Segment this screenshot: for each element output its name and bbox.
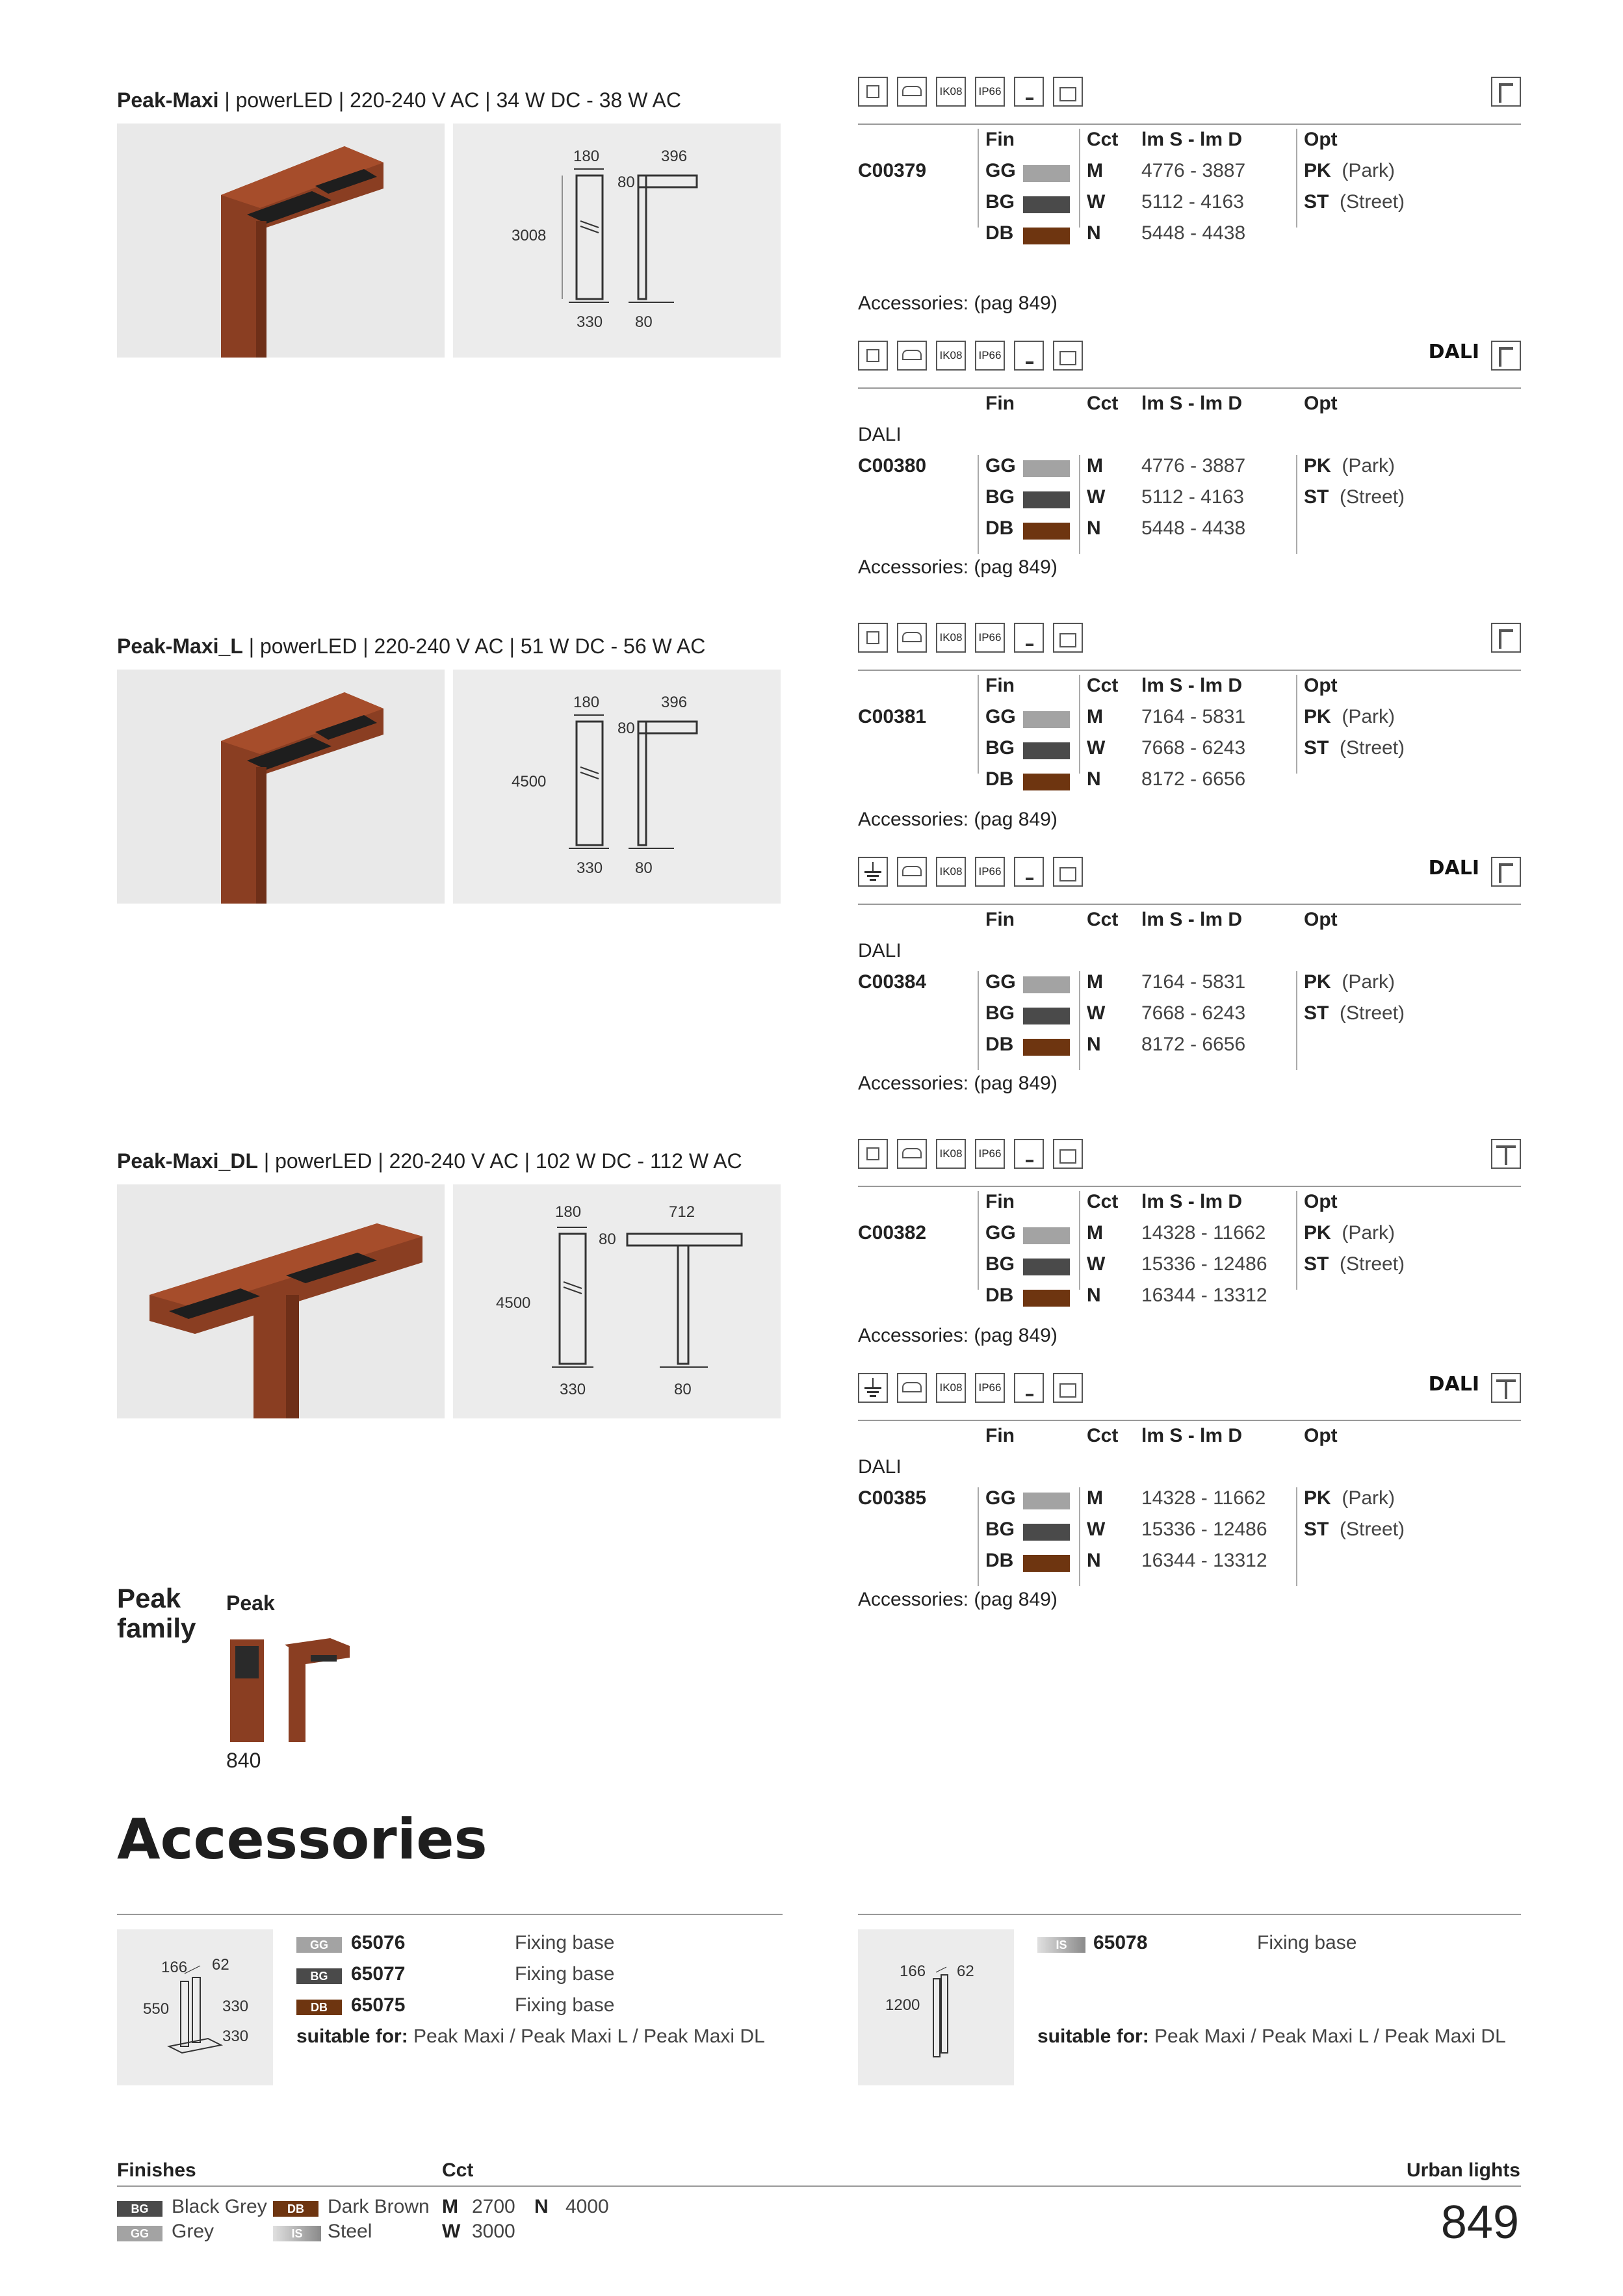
finish-badge: GG bbox=[296, 1937, 342, 1953]
swatch-gg bbox=[1023, 165, 1070, 182]
swatch-db bbox=[1023, 1039, 1070, 1056]
outdoor-house-icon bbox=[1053, 1373, 1083, 1403]
finish-code: GG bbox=[985, 971, 1016, 993]
dim-height: 3008 bbox=[512, 227, 547, 244]
lumen-value: 7668 - 6243 bbox=[1141, 1002, 1246, 1024]
class-ii-icon bbox=[858, 623, 888, 653]
icon-row bbox=[858, 77, 1521, 111]
cct-code: M bbox=[1087, 455, 1103, 476]
section-name: Urban lights bbox=[1406, 2159, 1520, 2181]
cct-code: M bbox=[1087, 971, 1103, 993]
lumen-value: 8172 - 6656 bbox=[1141, 768, 1246, 790]
lumen-value: 16344 - 13312 bbox=[1141, 1550, 1267, 1571]
product-title: Peak-Maxi | powerLED | 220-240 V AC | 34 W DC - 38 W AC bbox=[117, 88, 681, 112]
finish-code: BG bbox=[985, 737, 1015, 759]
lens-icon bbox=[897, 1373, 927, 1403]
page-number: 849 bbox=[1440, 2197, 1519, 2249]
cct-code: W bbox=[1087, 737, 1106, 759]
suitable-for: suitable for: Peak Maxi / Peak Maxi L / Peak Maxi DL bbox=[1037, 2026, 1506, 2047]
col-lm: lm S - lm D bbox=[1141, 675, 1243, 696]
class-ii-icon bbox=[858, 77, 888, 107]
pole-lamp-image bbox=[117, 124, 445, 358]
finish-code: DB bbox=[985, 1285, 1014, 1306]
ik-rating-icon: IK08 bbox=[936, 623, 966, 653]
cct-code: W bbox=[1087, 191, 1106, 213]
lumen-value: 5112 - 4163 bbox=[1141, 191, 1244, 213]
accessory-code: 65075 bbox=[351, 1994, 406, 2016]
cct-code: W bbox=[1087, 1519, 1106, 1540]
lens-icon bbox=[897, 623, 927, 653]
swatch-bg bbox=[1023, 491, 1070, 508]
finish-code: GG bbox=[985, 706, 1016, 727]
dim-thick: 80 bbox=[617, 174, 635, 191]
dim-bottom: 80 bbox=[674, 1381, 692, 1398]
accessories-ref[interactable]: Accessories: (pag 849) bbox=[858, 1589, 1058, 1610]
outdoor-house-icon bbox=[1053, 857, 1083, 887]
dim-b: 62 bbox=[212, 1956, 229, 1974]
lumen-value: 7668 - 6243 bbox=[1141, 737, 1246, 759]
dim-arm: 396 bbox=[661, 694, 688, 711]
ik-rating-icon: IK08 bbox=[936, 857, 966, 887]
finish-badge: IS bbox=[1037, 1937, 1085, 1953]
cct-code: N bbox=[1087, 1550, 1101, 1571]
cct-code: N bbox=[1087, 222, 1101, 244]
lumen-value: 15336 - 12486 bbox=[1141, 1519, 1267, 1540]
finish-code: GG bbox=[985, 1487, 1016, 1509]
accessories-title: Accessories bbox=[117, 1807, 487, 1872]
col-cct: Cct bbox=[1087, 675, 1119, 696]
single-head-shape-icon bbox=[1491, 341, 1521, 371]
product-title: Peak-Maxi_L | powerLED | 220-240 V AC | 51 W DC - 56 W AC bbox=[117, 634, 706, 658]
dim-arm: 396 bbox=[661, 148, 688, 165]
dim-height: 4500 bbox=[496, 1294, 531, 1312]
double-head-shape-icon bbox=[1491, 1373, 1521, 1403]
cct-key: W bbox=[442, 2221, 461, 2242]
lumen-value: 7164 - 5831 bbox=[1141, 971, 1246, 993]
product-code: C00380 bbox=[858, 455, 927, 476]
finish-label: Black Grey bbox=[172, 2196, 267, 2217]
lumen-value: 14328 - 11662 bbox=[1141, 1222, 1266, 1244]
icon-row bbox=[858, 1373, 1521, 1407]
dim-arm: 712 bbox=[669, 1203, 695, 1221]
dimension-drawing bbox=[453, 124, 781, 358]
family-thumbnail[interactable] bbox=[226, 1632, 356, 1745]
dali-badge: DALI bbox=[1428, 341, 1479, 363]
cct-key: M bbox=[442, 2196, 458, 2217]
lumen-value: 15336 - 12486 bbox=[1141, 1253, 1267, 1275]
dim-bottom: 80 bbox=[635, 313, 653, 331]
dim-base: 330 bbox=[560, 1381, 586, 1398]
dim-thick: 80 bbox=[599, 1231, 616, 1248]
accessories-ref[interactable]: Accessories: (pag 849) bbox=[858, 809, 1058, 830]
cct-code: M bbox=[1087, 160, 1103, 181]
dim-width: 180 bbox=[573, 148, 600, 165]
finish-code: DB bbox=[985, 222, 1014, 244]
lumen-value: 5448 - 4438 bbox=[1141, 517, 1246, 539]
product-photo bbox=[117, 124, 445, 358]
finish-badge: BG bbox=[117, 2201, 162, 2217]
finish-badge: BG bbox=[296, 1968, 342, 1984]
dim-width: 180 bbox=[573, 694, 600, 711]
dimension-drawing bbox=[453, 670, 781, 904]
class-ii-icon bbox=[858, 341, 888, 371]
accessory-code: 65077 bbox=[351, 1963, 406, 1985]
lumen-value: 5112 - 4163 bbox=[1141, 486, 1244, 508]
swatch-bg bbox=[1023, 1524, 1070, 1541]
col-fin: Fin bbox=[985, 129, 1015, 150]
accessory-desc: Fixing base bbox=[515, 1932, 615, 1953]
option: PK (Park) bbox=[1304, 706, 1396, 727]
col-cct: Cct bbox=[1087, 393, 1119, 414]
swatch-bg bbox=[1023, 1259, 1070, 1275]
swatch-bg bbox=[1023, 1008, 1070, 1024]
single-head-shape-icon bbox=[1491, 77, 1521, 107]
finish-label: Dark Brown bbox=[328, 2196, 430, 2217]
cct-code: W bbox=[1087, 1253, 1106, 1275]
product-code: C00385 bbox=[858, 1487, 927, 1509]
icon-row bbox=[858, 623, 1521, 657]
finish-badge: IS bbox=[273, 2226, 321, 2241]
col-fin: Fin bbox=[985, 393, 1015, 414]
finish-code: GG bbox=[985, 160, 1016, 181]
dim-base: 330 bbox=[577, 859, 603, 877]
col-lm: lm S - lm D bbox=[1141, 1425, 1243, 1446]
option: PK (Park) bbox=[1304, 455, 1396, 476]
single-head-shape-icon bbox=[1491, 857, 1521, 887]
ground-level-icon bbox=[1014, 623, 1044, 653]
finish-code: BG bbox=[985, 191, 1015, 213]
ip-rating-icon: IP66 bbox=[975, 857, 1005, 887]
lens-icon bbox=[897, 341, 927, 371]
option: ST (Street) bbox=[1304, 1519, 1405, 1540]
dim-width: 180 bbox=[555, 1203, 582, 1221]
lens-icon bbox=[897, 857, 927, 887]
ik-rating-icon: IK08 bbox=[936, 1139, 966, 1169]
col-cct: Cct bbox=[1087, 129, 1119, 150]
product-code: C00384 bbox=[858, 971, 927, 993]
dali-label: DALI bbox=[858, 940, 902, 961]
cct-code: N bbox=[1087, 1034, 1101, 1055]
finish-label: Grey bbox=[172, 2221, 214, 2242]
swatch-db bbox=[1023, 1290, 1070, 1307]
dim-d: 330 bbox=[222, 1998, 249, 2015]
fixing-base-drawing bbox=[858, 1929, 1014, 2085]
lumen-value: 5448 - 4438 bbox=[1141, 222, 1246, 244]
accessory-code: 65078 bbox=[1093, 1932, 1148, 1953]
product-title: Peak-Maxi_DL | powerLED | 220-240 V AC | 102 W DC - 112 W AC bbox=[117, 1149, 742, 1173]
ik-rating-icon: IK08 bbox=[936, 1373, 966, 1403]
swatch-bg bbox=[1023, 742, 1070, 759]
family-name: Peak bbox=[226, 1591, 275, 1615]
cct-code: M bbox=[1087, 706, 1103, 727]
ground-level-icon bbox=[1014, 77, 1044, 107]
icon-row bbox=[858, 1139, 1521, 1173]
cct-value: 3000 bbox=[472, 2221, 515, 2242]
finish-badge: DB bbox=[273, 2201, 318, 2217]
col-lm: lm S - lm D bbox=[1141, 393, 1243, 414]
finish-code: BG bbox=[985, 1253, 1015, 1275]
cct-code: N bbox=[1087, 517, 1101, 539]
option: PK (Park) bbox=[1304, 1222, 1396, 1244]
cct-value: 2700 bbox=[472, 2196, 515, 2217]
finish-badge: GG bbox=[117, 2226, 162, 2241]
cct-code: N bbox=[1087, 1285, 1101, 1306]
ground-level-icon bbox=[1014, 857, 1044, 887]
col-lm: lm S - lm D bbox=[1141, 129, 1243, 150]
col-opt: Opt bbox=[1304, 393, 1338, 414]
ip-rating-icon: IP66 bbox=[975, 1139, 1005, 1169]
cct-code: W bbox=[1087, 1002, 1106, 1024]
col-fin: Fin bbox=[985, 1425, 1015, 1446]
ground-level-icon bbox=[1014, 1373, 1044, 1403]
dim-a: 166 bbox=[900, 1963, 926, 1980]
col-opt: Opt bbox=[1304, 909, 1338, 930]
swatch-gg bbox=[1023, 460, 1070, 477]
product-photo bbox=[117, 670, 445, 904]
option: ST (Street) bbox=[1304, 191, 1405, 213]
option: ST (Street) bbox=[1304, 1002, 1405, 1024]
product-code: C00381 bbox=[858, 706, 927, 727]
accessories-ref[interactable]: Accessories: (pag 849) bbox=[858, 293, 1058, 314]
swatch-gg bbox=[1023, 1227, 1070, 1244]
outdoor-house-icon bbox=[1053, 77, 1083, 107]
col-opt: Opt bbox=[1304, 1191, 1338, 1212]
col-opt: Opt bbox=[1304, 129, 1338, 150]
accessory-desc: Fixing base bbox=[515, 1994, 615, 2016]
lens-icon bbox=[897, 1139, 927, 1169]
col-opt: Opt bbox=[1304, 1425, 1338, 1446]
suitable-for: suitable for: Peak Maxi / Peak Maxi L / Peak Maxi DL bbox=[296, 2026, 765, 2047]
accessory-code: 65076 bbox=[351, 1932, 406, 1953]
cct-code: M bbox=[1087, 1487, 1103, 1509]
swatch-gg bbox=[1023, 711, 1070, 728]
dim-c: 1200 bbox=[885, 1996, 920, 2014]
dali-badge: DALI bbox=[1428, 857, 1479, 880]
lumen-value: 4776 - 3887 bbox=[1141, 160, 1246, 181]
swatch-gg bbox=[1023, 976, 1070, 993]
cct-key: N bbox=[534, 2196, 549, 2217]
dim-base: 330 bbox=[577, 313, 603, 331]
ip-rating-icon: IP66 bbox=[975, 623, 1005, 653]
accessories-ref[interactable]: Accessories: (pag 849) bbox=[858, 556, 1058, 578]
ik-rating-icon: IK08 bbox=[936, 341, 966, 371]
finishes-title: Finishes bbox=[117, 2159, 196, 2181]
cct-code: W bbox=[1087, 486, 1106, 508]
accessory-desc: Fixing base bbox=[515, 1963, 615, 1985]
finish-badge: DB bbox=[296, 2000, 342, 2015]
lumen-value: 4776 - 3887 bbox=[1141, 455, 1246, 476]
earth-ground-icon bbox=[858, 857, 888, 887]
outdoor-house-icon bbox=[1053, 623, 1083, 653]
swatch-db bbox=[1023, 1555, 1070, 1572]
finish-code: BG bbox=[985, 486, 1015, 508]
dali-label: DALI bbox=[858, 1456, 902, 1478]
lumen-value: 7164 - 5831 bbox=[1141, 706, 1246, 727]
finish-code: GG bbox=[985, 455, 1016, 476]
family-products-image bbox=[226, 1632, 356, 1742]
dali-label: DALI bbox=[858, 424, 902, 445]
ground-level-icon bbox=[1014, 341, 1044, 371]
col-opt: Opt bbox=[1304, 675, 1338, 696]
accessory-desc: Fixing base bbox=[1257, 1932, 1357, 1953]
dali-badge: DALI bbox=[1428, 1373, 1479, 1396]
ground-level-icon bbox=[1014, 1139, 1044, 1169]
ip-rating-icon: IP66 bbox=[975, 341, 1005, 371]
dim-thick: 80 bbox=[617, 720, 635, 737]
col-fin: Fin bbox=[985, 909, 1015, 930]
col-lm: lm S - lm D bbox=[1141, 909, 1243, 930]
swatch-db bbox=[1023, 774, 1070, 790]
finish-label: Steel bbox=[328, 2221, 372, 2242]
pole-lamp-image bbox=[117, 670, 445, 904]
lumen-value: 16344 - 13312 bbox=[1141, 1285, 1267, 1306]
double-head-lamp-image bbox=[117, 1184, 445, 1418]
ik-rating-icon: IK08 bbox=[936, 77, 966, 107]
accessories-ref[interactable]: Accessories: (pag 849) bbox=[858, 1325, 1058, 1346]
dim-b: 62 bbox=[957, 1963, 974, 1980]
dim-c: 550 bbox=[143, 2000, 170, 2018]
finish-code: BG bbox=[985, 1519, 1015, 1540]
icon-row bbox=[858, 857, 1521, 891]
swatch-gg bbox=[1023, 1493, 1070, 1509]
double-head-shape-icon bbox=[1491, 1139, 1521, 1169]
col-cct: Cct bbox=[1087, 1191, 1119, 1212]
cct-code: M bbox=[1087, 1222, 1103, 1244]
lumen-value: 14328 - 11662 bbox=[1141, 1487, 1266, 1509]
icon-row bbox=[858, 341, 1521, 374]
finish-code: DB bbox=[985, 768, 1014, 790]
single-head-shape-icon bbox=[1491, 623, 1521, 653]
option: ST (Street) bbox=[1304, 486, 1405, 508]
lumen-value: 8172 - 6656 bbox=[1141, 1034, 1246, 1055]
family-title: Peak family bbox=[117, 1583, 196, 1643]
earth-ground-icon bbox=[858, 1373, 888, 1403]
product-code: C00382 bbox=[858, 1222, 927, 1244]
option: PK (Park) bbox=[1304, 971, 1396, 993]
ip-rating-icon: IP66 bbox=[975, 77, 1005, 107]
option: ST (Street) bbox=[1304, 1253, 1405, 1275]
outdoor-house-icon bbox=[1053, 1139, 1083, 1169]
option: ST (Street) bbox=[1304, 737, 1405, 759]
col-fin: Fin bbox=[985, 1191, 1015, 1212]
dimension-drawing bbox=[453, 1184, 781, 1418]
swatch-bg bbox=[1023, 196, 1070, 213]
accessories-ref[interactable]: Accessories: (pag 849) bbox=[858, 1073, 1058, 1094]
option: PK (Park) bbox=[1304, 160, 1396, 181]
col-fin: Fin bbox=[985, 675, 1015, 696]
cct-title: Cct bbox=[442, 2159, 474, 2181]
product-photo bbox=[117, 1184, 445, 1418]
dim-height: 4500 bbox=[512, 773, 547, 790]
finish-code: GG bbox=[985, 1222, 1016, 1244]
family-page-number[interactable]: 840 bbox=[226, 1749, 261, 1772]
finish-code: BG bbox=[985, 1002, 1015, 1024]
finish-code: DB bbox=[985, 1034, 1014, 1055]
lens-icon bbox=[897, 77, 927, 107]
ip-rating-icon: IP66 bbox=[975, 1373, 1005, 1403]
option: PK (Park) bbox=[1304, 1487, 1396, 1509]
swatch-db bbox=[1023, 523, 1070, 540]
fixing-base-drawing bbox=[117, 1929, 273, 2085]
col-cct: Cct bbox=[1087, 909, 1119, 930]
dim-e: 330 bbox=[222, 2028, 249, 2045]
cct-value: 4000 bbox=[565, 2196, 609, 2217]
class-ii-icon bbox=[858, 1139, 888, 1169]
dim-bottom: 80 bbox=[635, 859, 653, 877]
col-lm: lm S - lm D bbox=[1141, 1191, 1243, 1212]
outdoor-house-icon bbox=[1053, 341, 1083, 371]
finish-code: DB bbox=[985, 1550, 1014, 1571]
swatch-db bbox=[1023, 228, 1070, 244]
product-code: C00379 bbox=[858, 160, 927, 181]
cct-code: N bbox=[1087, 768, 1101, 790]
finish-code: DB bbox=[985, 517, 1014, 539]
dim-a: 166 bbox=[161, 1959, 188, 1976]
col-cct: Cct bbox=[1087, 1425, 1119, 1446]
